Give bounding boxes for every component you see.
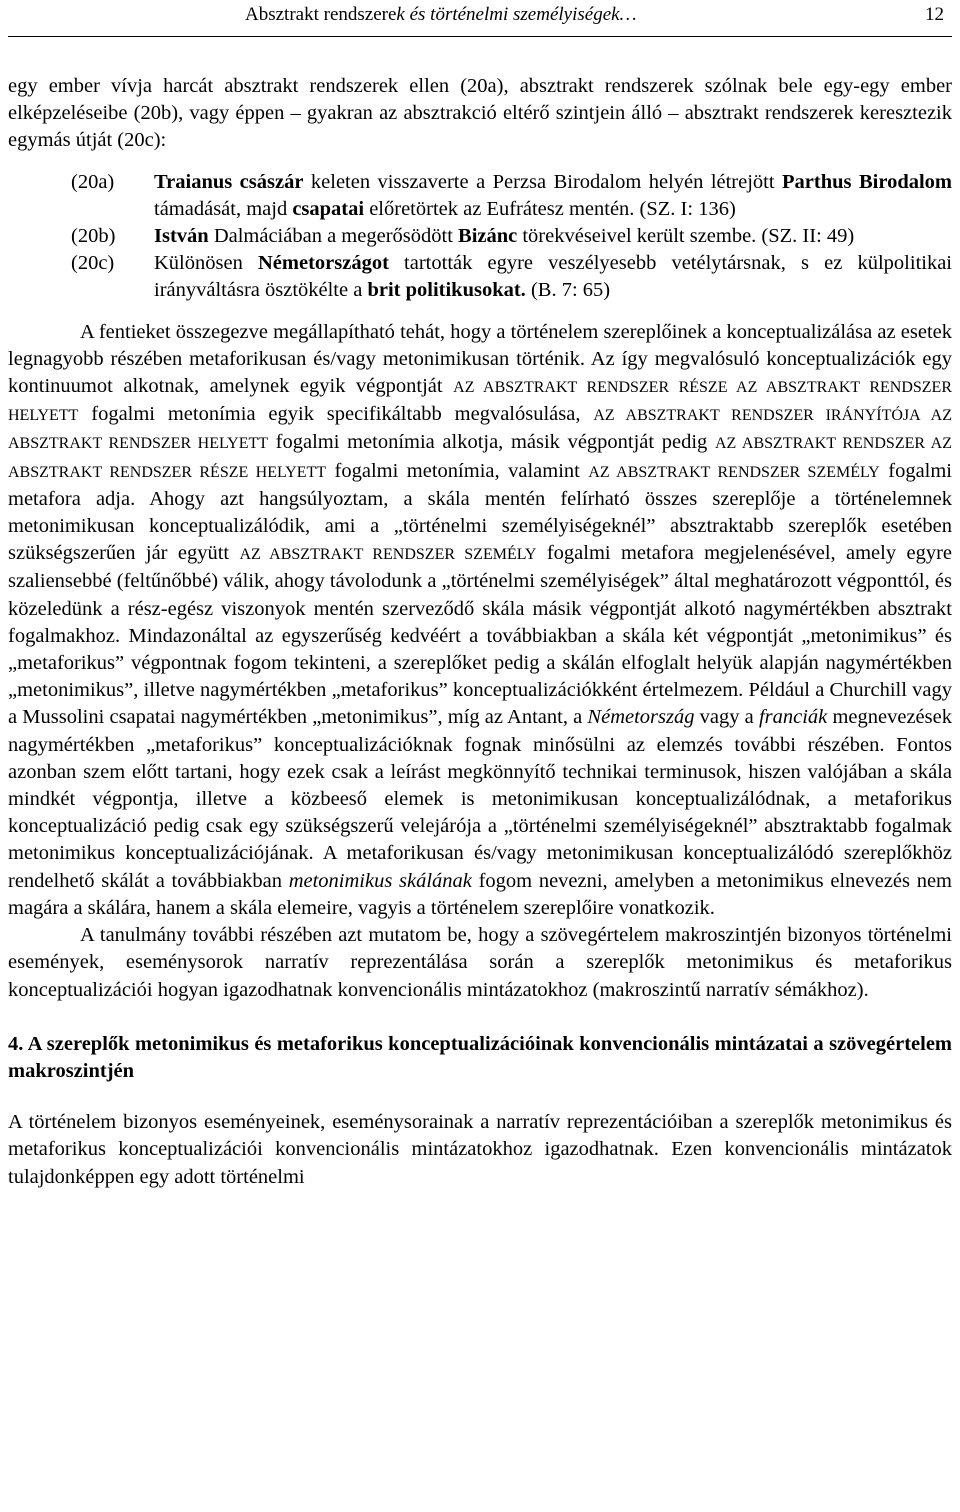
paragraph-summary: [8, 319, 952, 922]
body-text: [8, 73, 952, 1191]
text-run: Különösen: [154, 252, 258, 275]
paragraph-section-start: A történelem bizonyos eseményeinek, eseménysorainak a narratív reprezentációiban a szereplők metonimikus és metaforikus konceptualizációi konvencionális mintázatokhoz igazodhatnak. Ezen konvencionális mintázatok tulajdonképpen egy adott történelmi: [8, 1111, 952, 1188]
example-list: [8, 169, 952, 305]
text-run: fogalmi metonímia alkotja, másik végpontját pedig: [268, 431, 715, 454]
example-item: [8, 250, 952, 304]
text-run: megnevezések nagymértékben „metaforikus” konceptualizációknak fognak minősülni az elemzés további részében. Fontos azonban szem előtt tartani, hogy ezek csak a leírást megkönnyítő technikai terminusok, hiszen valójában a skála mindkét végpontja, illetve a közbeeső elemek is metonimikusan konceptualizálódnak, a metaforikus konceptualizáció pedig csak egy szükségszerű velejárója a „történelmi személyiségeknél” absztraktabb fogalmak metonimikus konceptualizációjának. A metaforikusan és/vagy metonimikusan konceptualizálódó szereplőkhöz rendelhető skálát a továbbiakban: [8, 706, 952, 892]
smallcaps-term: AZ ABSZTRAKT RENDSZER IRÁNYÍTÓJA AZ ABSZTRAKT RENDSZER HELYETT: [8, 407, 952, 453]
text-run: fogalmi metafora adja. Ahogy azt hangsúlyoztam, a skála mentén felírható összes szereplője a történelemnek metonimikusan konceptualizálódik, ami a „történelmi személyiségeknél” absztraktabb szereplők esetében szükségszerűen jár együtt: [8, 459, 953, 565]
text-run: támadását, majd: [154, 197, 293, 220]
page-number: 12: [925, 4, 944, 25]
text-run: fogom nevezni, amelyben a metonimikus elnevezés nem magára a skálára, hanem a skála elemeire, vagyis a történelem szereplőire vonatkozik.: [8, 869, 952, 919]
example-item: [8, 169, 952, 223]
text-run: keleten visszaverte a Perzsa Birodalom helyén létrejött: [303, 170, 783, 193]
smallcaps-term: AZ ABSZTRAKT RENDSZER RÉSZE AZ ABSZTRAKT RENDSZER HELYETT: [8, 379, 952, 425]
bold-term: csapatai: [292, 197, 365, 220]
bold-term: Bizánc: [458, 225, 518, 248]
example-label: (20a): [71, 170, 115, 193]
text-run: előretörtek az Eufrátesz mentén. (SZ. I: 136): [364, 197, 736, 220]
italic-term: franciák: [758, 706, 828, 729]
running-header: [8, 0, 952, 37]
text-run: fogalmi metonímia egyik specifikáltabb megvalósulása,: [78, 403, 594, 426]
example-label: (20b): [71, 225, 116, 248]
text-run: vagy a: [694, 706, 759, 729]
example-item: [8, 223, 952, 250]
bold-term: István: [154, 225, 209, 248]
paragraph-outline: A tanulmány további részében azt mutatom be, hogy a szövegértelem makroszintjén bizonyos történelmi események, eseménysorok narratív reprezentálása során a szereplők metonimikus és metaforikus konceptualizációi hogyan igazodhatnak konvencionális mintázatokhoz (makroszintű narratív sémákhoz).: [8, 924, 952, 1001]
bold-term: Németországot: [257, 252, 389, 275]
text-run: fogalmi metafora megjelenésével, amely egyre szaliensebbé (feltűnőbbé) válik, ahogy távolodunk a „történelmi személyiségek” által meghatározott végponttól, és közeledünk a rész-egész viszonyok mentén szerveződő skála másik végpontját alkotó nagymértékben absztrakt fogalmakhoz. Mindazonáltal az egyszerűség kedvéért a továbbiakban a skála két végpontját „metonimikus” és „metaforikus” végpontnak fogom tekinteni, a szereplőket pedig a skálán elfoglalt helyük alapján nagymértékben „metonimikus”, illetve nagymértékben „metaforikus” konceptualizációkként értelmezem. Például a Churchill vagy a Mussolini csapatai nagymértékben „metonimikus”, míg az Antant, a: [8, 542, 952, 729]
text-run: tartották egyre veszélyesebb vetélytársnak, s ez külpolitikai irányváltásra ösztökélte a: [154, 252, 953, 302]
header-title-part-b: k és történelmi személyiségek…: [396, 4, 637, 25]
smallcaps-term: AZ ABSZTRAKT RENDSZER AZ ABSZTRAKT RENDSZER RÉSZE HELYETT: [8, 435, 952, 481]
smallcaps-term: AZ ABSZTRAKT RENDSZER SZEMÉLY: [588, 463, 880, 481]
header-title-part-a: Absztrakt rendszere: [245, 4, 397, 25]
intro-paragraph: egy ember vívja harcát absztrakt rendszerek ellen (20a), absztrakt rendszerek szólnak bele egy-egy ember elképzeléseibe (20b), vagy éppen – gyakran az absztrakció eltérő szintjein álló – absztrakt rendszerek keresztezik egymás útját (20c):: [8, 75, 952, 152]
text-run: Dalmáciában a megerősödött: [208, 225, 459, 248]
italic-term: Németország: [587, 706, 695, 729]
text-run: fogalmi metonímia, valamint: [326, 459, 589, 482]
section-heading: 4. A szereplők metonimikus és metaforikus konceptualizációinak konvencionális mintázatai a szövegértelem makroszintjén: [8, 1032, 952, 1082]
smallcaps-term: AZ ABSZTRAKT RENDSZER SZEMÉLY: [239, 546, 537, 564]
text-run: A fentieket összegezve megállapítható tehát, hogy a történelem szereplőinek a konceptualizálása az esetek legnagyobb részében metaforikusan és/vagy metonimikusan történik. Az így megvalósuló konceptualizációk egy kontinuumot alkotnak, amelynek egyik végpontját: [8, 320, 952, 398]
header-title: [245, 4, 636, 26]
bold-term: brit politikusokat.: [367, 279, 526, 302]
text-run: törekvéseivel került szembe. (SZ. II: 49): [517, 225, 855, 248]
italic-term: metonimikus skálának: [288, 869, 472, 892]
example-label: (20c): [71, 252, 115, 275]
bold-term: Traianus császár: [154, 170, 304, 193]
bold-term: Parthus Birodalom: [782, 170, 952, 193]
text-run: (B. 7: 65): [525, 279, 611, 302]
